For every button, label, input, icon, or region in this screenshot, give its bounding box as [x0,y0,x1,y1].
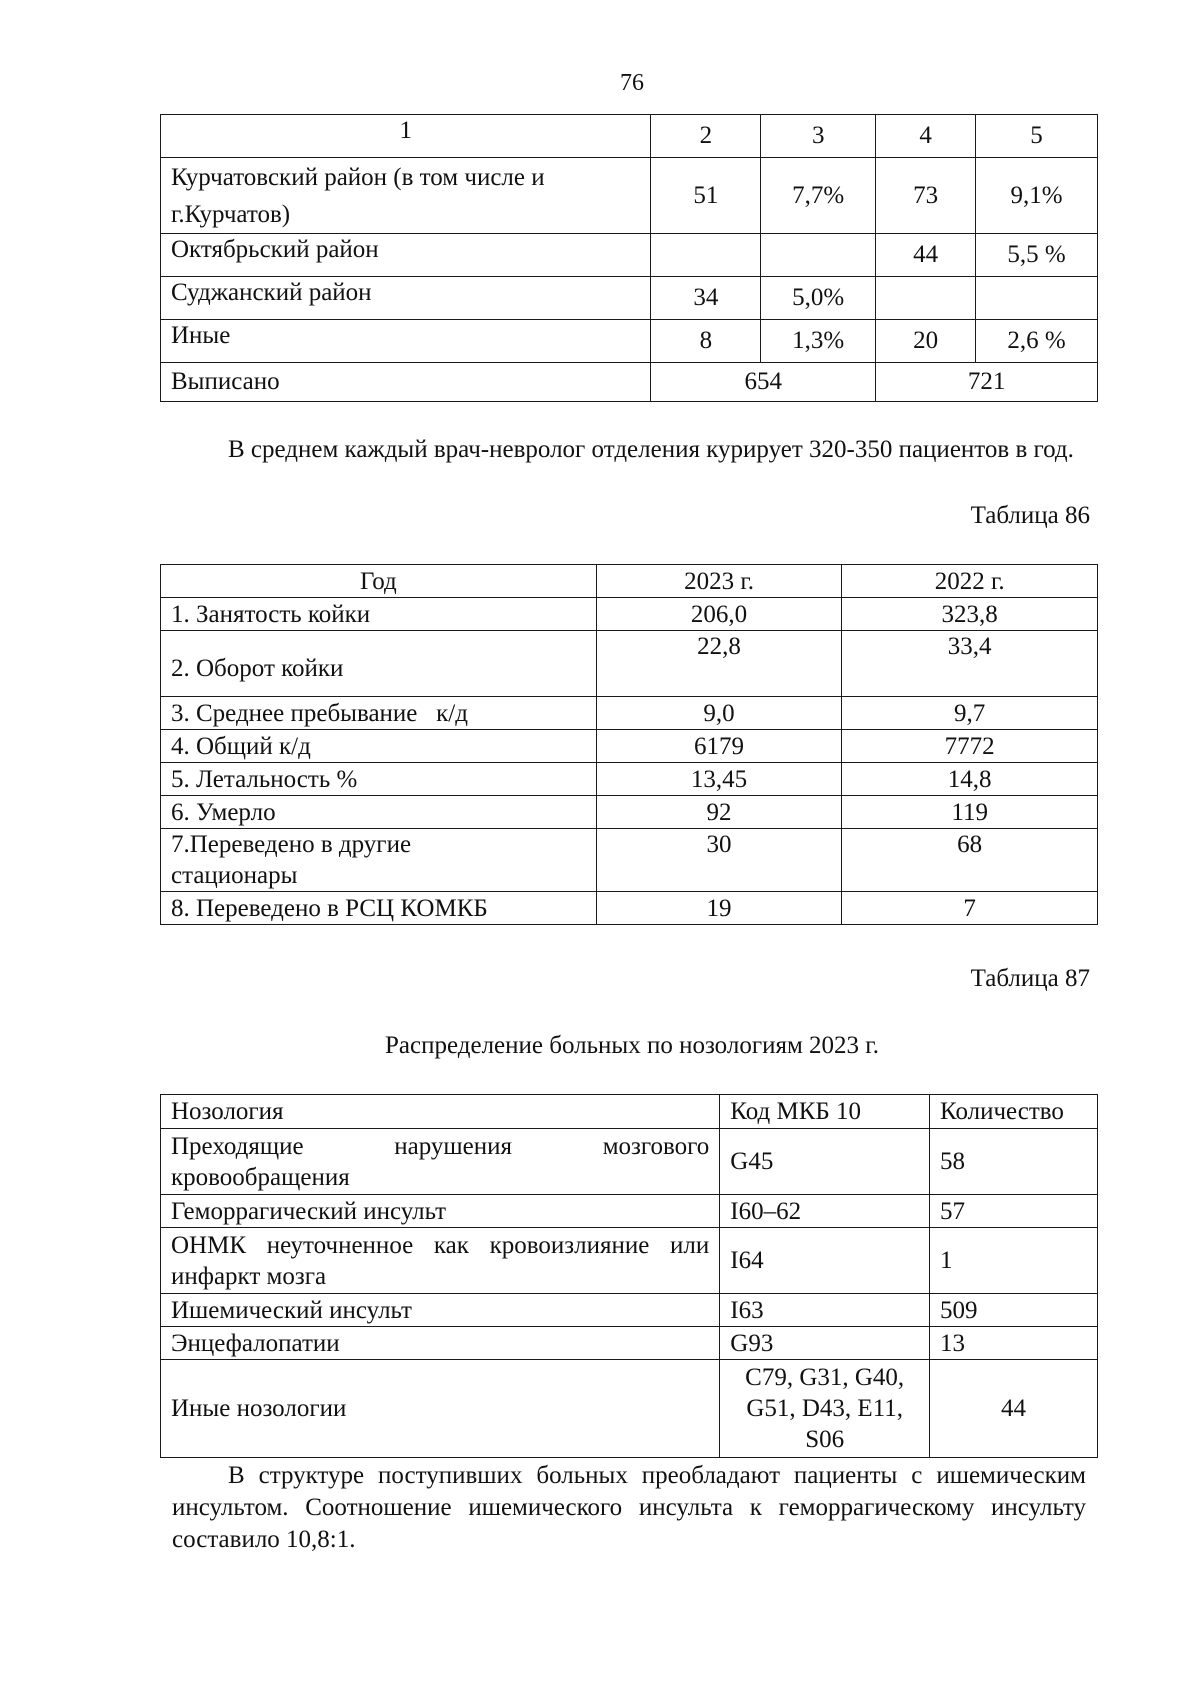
icd-code: G93 [720,1327,930,1360]
header-cell: Нозология [161,1095,720,1129]
value-2023: 9,0 [596,697,842,730]
total-label: Выписано [161,363,651,402]
table-header-row [161,565,1098,598]
cell [761,234,876,277]
table-row [161,796,1098,829]
district-name: Октябрьский район [161,234,651,277]
value-2022: 33,4 [842,631,1098,697]
table-row [161,730,1098,763]
district-name: Курчатовский район (в том числе и г.Курчатов) [161,158,651,234]
header-cell: 2 [651,115,761,158]
cell [876,277,976,320]
nosology-name: Иные нозологии [161,1360,720,1458]
header-cell: Количество [930,1095,1098,1129]
header-cell: 4 [876,115,976,158]
table-row [161,892,1098,925]
table-row [161,697,1098,730]
header-cell: 2023 г. [596,565,842,598]
nosology-name: Ишемический инсульт [161,1294,720,1327]
table-86 [160,564,1098,925]
cell: 8 [651,320,761,363]
value-2023: 22,8 [596,631,842,697]
indicator-label: 1. Занятость койки [161,598,597,631]
cell: 51 [651,158,761,234]
value-2023: 13,45 [596,763,842,796]
patient-count: 58 [930,1129,1098,1195]
header-cell: Год [161,565,597,598]
table-header-row [161,115,1098,158]
value-2022: 68 [842,829,1098,892]
value-2022: 7772 [842,730,1098,763]
table-row [161,1294,1098,1327]
value-2023: 92 [596,796,842,829]
indicator-label: 6. Умерло [161,796,597,829]
table-row [161,598,1098,631]
table-row [161,320,1098,363]
cell: 7,7% [761,158,876,234]
table-row [161,1129,1098,1195]
patient-count: 13 [930,1327,1098,1360]
header-cell: 2022 г. [842,565,1098,598]
total-row [161,363,1098,402]
district-table [160,114,1098,402]
value-2022: 9,7 [842,697,1098,730]
table-row [161,763,1098,796]
table-row [161,631,1098,697]
paragraph-structure: В структуре поступивших больных преобладают пациенты с ишемическим инсультом. Соотношение ишемического инсульта к геморрагическому инсульту составило 10,8:1. [172,1462,1086,1553]
icd-code: C79, G31, G40, G51, D43, E11, S06 [720,1360,930,1458]
table-row [161,829,1098,892]
indicator-label: 4. Общий к/д [161,730,597,763]
value-2023: 6179 [596,730,842,763]
nosology-name: Преходящие нарушения мозгового кровообращения [161,1129,720,1195]
nosology-name: Геморрагический инсульт [161,1195,720,1228]
value-2023: 30 [596,829,842,892]
table-row [161,1327,1098,1360]
table-row [161,1228,1098,1294]
table-row [161,277,1098,320]
header-cell: 1 [161,115,651,158]
table-header-row [161,1095,1098,1129]
paragraph-doctor-load: В среднем каждый врач-невролог отделения курирует 320-350 пациентов в год. [228,436,1074,463]
cell: 1,3% [761,320,876,363]
cell: 9,1% [976,158,1098,234]
icd-code: G45 [720,1129,930,1195]
header-cell: 3 [761,115,876,158]
value-2022: 14,8 [842,763,1098,796]
indicator-label: 3. Среднее пребывание к/д [161,697,597,730]
nosology-name: ОНМК неуточненное как кровоизлияние или инфаркт мозга [161,1228,720,1294]
cell: 44 [876,234,976,277]
table-86-caption: Таблица 86 [970,502,1090,529]
cell [976,277,1098,320]
total-2023: 654 [651,363,876,402]
value-2023: 206,0 [596,598,842,631]
table-row [161,158,1098,234]
table-row [161,234,1098,277]
indicator-label: 7.Переведено в другие стационары [161,829,597,892]
patient-count: 1 [930,1228,1098,1294]
district-name: Иные [161,320,651,363]
patient-count: 509 [930,1294,1098,1327]
table-row [161,1195,1098,1228]
district-name: Суджанский район [161,277,651,320]
indicator-label: 5. Летальность % [161,763,597,796]
indicator-label: 2. Оборот койки [161,631,597,697]
cell: 5,5 % [976,234,1098,277]
cell: 2,6 % [976,320,1098,363]
cell: 34 [651,277,761,320]
icd-code: I60–62 [720,1195,930,1228]
indicator-label: 8. Переведено в РСЦ КОМКБ [161,892,597,925]
header-cell: 5 [976,115,1098,158]
patient-count: 44 [930,1360,1098,1458]
cell: 5,0% [761,277,876,320]
page-number: 76 [620,70,644,96]
nosology-name: Энцефалопатии [161,1327,720,1360]
table-87-caption: Таблица 87 [970,965,1090,992]
cell: 20 [876,320,976,363]
icd-code: I64 [720,1228,930,1294]
cell [651,234,761,277]
cell: 73 [876,158,976,234]
table-87-title: Распределение больных по нозологиям 2023 г. [385,1032,879,1059]
value-2023: 19 [596,892,842,925]
table-87 [160,1094,1098,1458]
header-cell: Код МКБ 10 [720,1095,930,1129]
icd-code: I63 [720,1294,930,1327]
value-2022: 7 [842,892,1098,925]
value-2022: 119 [842,796,1098,829]
table-row [161,1360,1098,1458]
patient-count: 57 [930,1195,1098,1228]
value-2022: 323,8 [842,598,1098,631]
total-2022: 721 [876,363,1098,402]
